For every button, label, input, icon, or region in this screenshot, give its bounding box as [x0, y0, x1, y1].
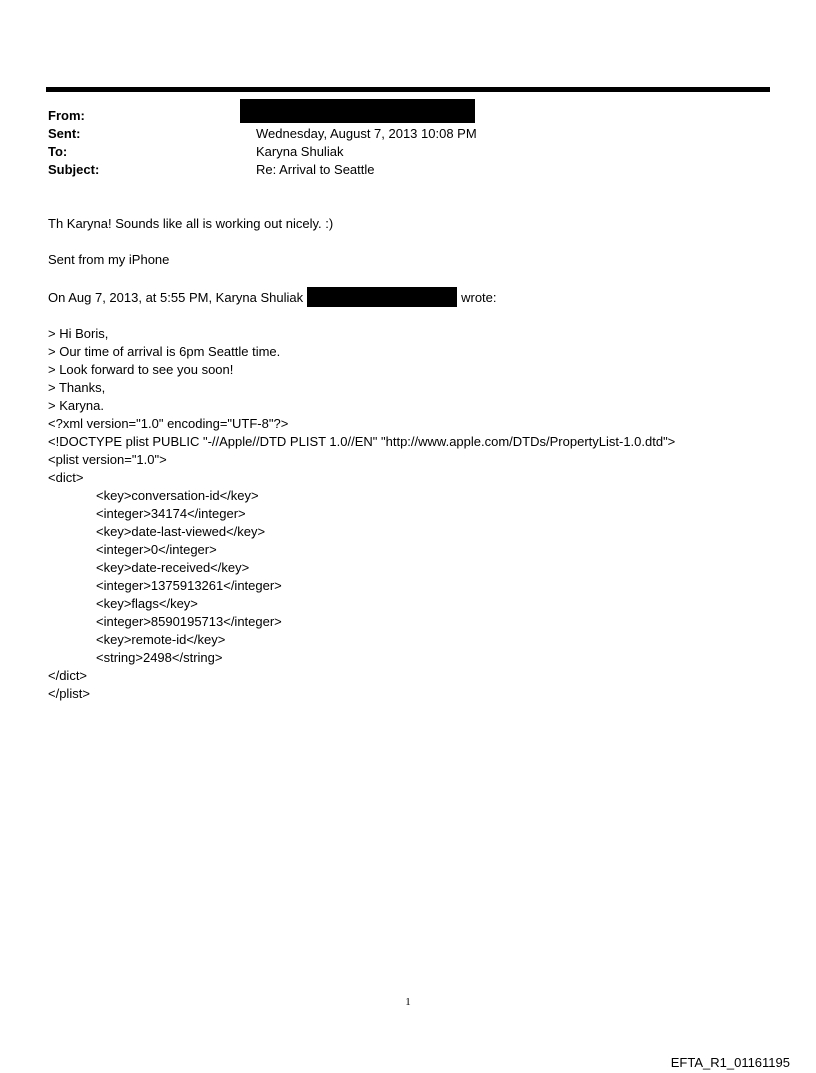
- page-number: 1: [405, 996, 411, 1008]
- plist-dict-line: <key>remote-id</key>: [96, 632, 226, 647]
- quote-intro-after: wrote:: [461, 290, 497, 305]
- subject-value: Re: Arrival to Seattle: [256, 162, 375, 177]
- top-rule: [46, 87, 770, 92]
- plist-dict-line: <integer>1375913261</integer>: [96, 578, 282, 593]
- sent-value: Wednesday, August 7, 2013 10:08 PM: [256, 126, 477, 141]
- plist-dict-line: <integer>34174</integer>: [96, 506, 246, 521]
- plist-line: <dict>: [48, 470, 84, 485]
- quoted-line: > Karyna.: [48, 398, 105, 413]
- plist-line: </plist>: [48, 686, 90, 701]
- plist-dict-line: <key>flags</key>: [96, 596, 198, 611]
- quoted-line: > Thanks,: [48, 380, 106, 395]
- plist-dict-line: <key>conversation-id</key>: [96, 488, 259, 503]
- to-label: To:: [48, 144, 68, 159]
- quoted-line: > Look forward to see you soon!: [48, 362, 234, 377]
- subject-label: Subject:: [48, 162, 100, 177]
- to-value: Karyna Shuliak: [256, 144, 344, 159]
- quoted-line: > Our time of arrival is 6pm Seattle time.: [48, 344, 281, 359]
- plist-dict-line: <integer>8590195713</integer>: [96, 614, 282, 629]
- quoted-line: > Hi Boris,: [48, 326, 109, 341]
- plist-line: <?xml version="1.0" encoding="UTF-8"?>: [48, 416, 289, 431]
- plist-dict-line: <integer>0</integer>: [96, 542, 217, 557]
- plist-dict-line: <key>date-last-viewed</key>: [96, 524, 266, 539]
- from-label: From:: [48, 108, 85, 123]
- sent-label: Sent:: [48, 126, 81, 141]
- signature: Sent from my iPhone: [48, 252, 170, 267]
- plist-end-block: [48, 667, 675, 703]
- quoted-message: [48, 325, 675, 415]
- redaction-block: [240, 99, 475, 123]
- plist-block: [48, 415, 675, 487]
- email-body: [48, 215, 675, 703]
- redaction-block: [307, 287, 457, 307]
- plist-dict-line: <string>2498</string>: [96, 650, 223, 665]
- document-id: EFTA_R1_01161195: [670, 1055, 790, 1070]
- plist-dict-block: [48, 487, 675, 667]
- plist-dict-line: <key>date-received</key>: [96, 560, 250, 575]
- reply-text: Th Karyna! Sounds like all is working out nicely. :): [48, 216, 334, 231]
- plist-line: <!DOCTYPE plist PUBLIC "-//Apple//DTD PLIST 1.0//EN" "http://www.apple.com/DTDs/PropertyList-1.0.dtd">: [48, 434, 676, 449]
- plist-line: <plist version="1.0">: [48, 452, 167, 467]
- quote-intro-before: On Aug 7, 2013, at 5:55 PM, Karyna Shuliak: [48, 290, 304, 305]
- quote-intro: [48, 287, 675, 307]
- plist-line: </dict>: [48, 668, 88, 683]
